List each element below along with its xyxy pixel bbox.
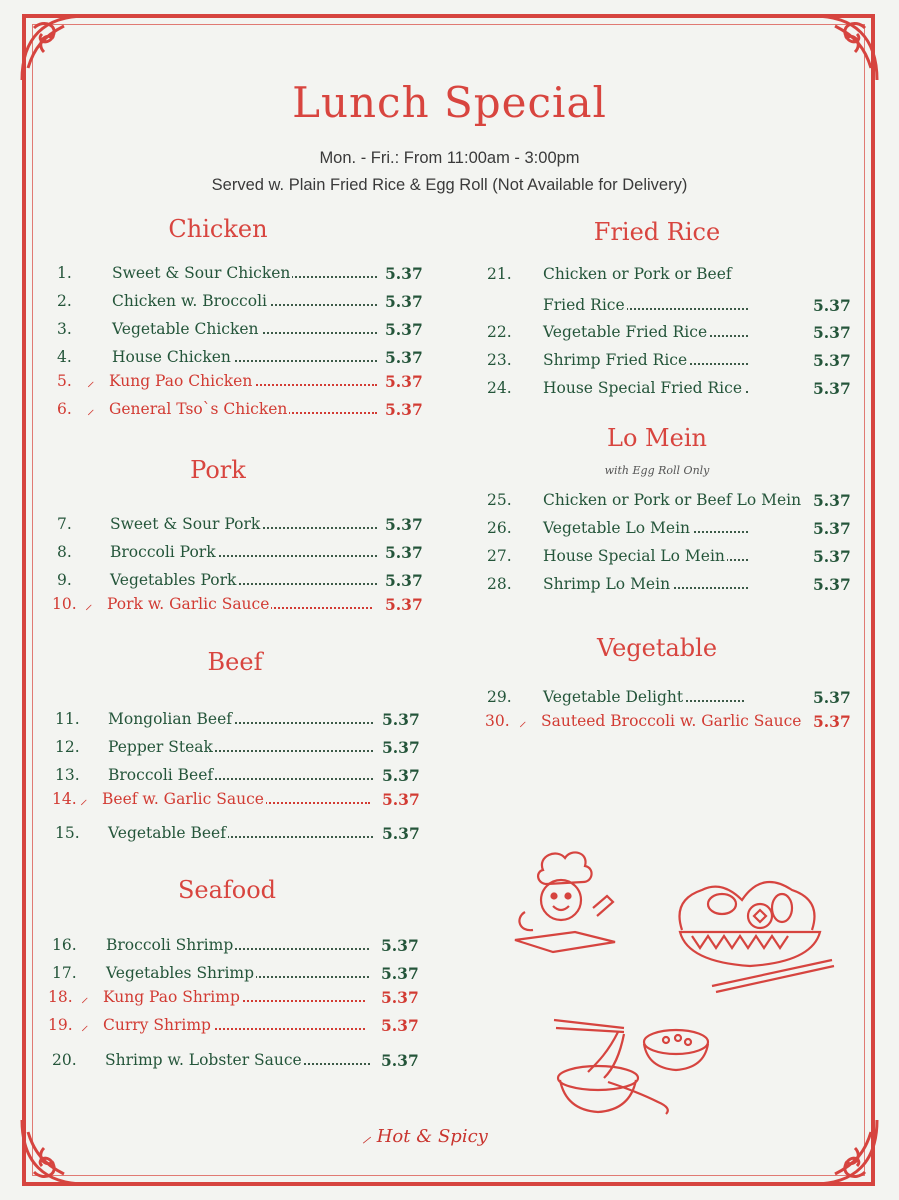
chili-pepper-icon: ⸝: [80, 790, 88, 808]
item-name-text: House Special Lo Mein: [543, 547, 725, 565]
item-name-text: Vegetables Pork: [110, 571, 237, 589]
item-name: [103, 988, 365, 1006]
item-name: [108, 766, 373, 784]
item-price: 5.37: [813, 575, 851, 594]
item-name-text: Vegetable Beef: [108, 824, 226, 842]
item-price: 5.37: [385, 515, 423, 534]
menu-item: [52, 595, 425, 617]
item-name: [112, 264, 377, 282]
item-number: 17.: [52, 964, 77, 982]
item-name: [543, 491, 802, 509]
item-name: [543, 688, 744, 706]
item-name-text: Kung Pao Chicken: [109, 372, 253, 390]
item-number: 22.: [487, 323, 512, 341]
menu-item: [55, 824, 422, 846]
item-name: [543, 519, 748, 537]
menu-item: [487, 519, 853, 541]
item-price: 5.37: [381, 988, 419, 1007]
item-name-text: Beef w. Garlic Sauce: [102, 790, 264, 808]
item-number: 27.: [487, 547, 512, 565]
menu-item: [485, 712, 853, 734]
item-number: 6.: [57, 400, 72, 418]
section-title-fried-rice: Fried Rice: [593, 218, 721, 246]
menu-item: [487, 491, 853, 513]
section-title-beef: Beef: [207, 648, 263, 676]
item-number: 14.: [52, 790, 77, 808]
item-name: [106, 964, 369, 982]
menu-item: [57, 400, 425, 422]
item-number: 8.: [57, 543, 72, 561]
chef-illustration: [505, 848, 625, 958]
item-number: 19.: [48, 1016, 73, 1034]
hours-text: Mon. - Fri.: From 11:00am - 3:00pm: [319, 149, 580, 167]
item-number: 15.: [55, 824, 80, 842]
item-price: 5.37: [381, 936, 419, 955]
menu-item: [487, 351, 853, 373]
corner-ornament-bottom-right: [805, 1112, 885, 1192]
item-name: [110, 543, 377, 561]
item-name-text: Shrimp w. Lobster Sauce: [105, 1051, 302, 1069]
item-name: [543, 575, 748, 593]
item-price: 5.37: [385, 264, 423, 283]
item-number: 9.: [57, 571, 72, 589]
item-number: 25.: [487, 491, 512, 509]
item-name-text: Chicken or Pork or Beef: [543, 265, 732, 283]
item-number: 28.: [487, 575, 512, 593]
item-name-text: Broccoli Shrimp: [106, 936, 234, 954]
menu-item: [57, 292, 425, 314]
item-number: 11.: [55, 710, 80, 728]
item-price: 5.37: [382, 824, 420, 843]
item-name: [543, 351, 748, 369]
item-price: 5.37: [813, 296, 851, 315]
menu-item: [55, 738, 422, 760]
item-name: [110, 515, 377, 533]
item-number: 26.: [487, 519, 512, 537]
item-price: 5.37: [813, 491, 851, 510]
item-price: 5.37: [381, 964, 419, 983]
item-name-text: Shrimp Fried Rice: [543, 351, 688, 369]
item-price: 5.37: [385, 320, 423, 339]
item-name: [543, 296, 748, 314]
item-name-text: Curry Shrimp: [103, 1016, 211, 1034]
menu-item: [487, 323, 853, 345]
item-name-text: Sweet & Sour Pork: [110, 515, 261, 533]
lo-mein-note: with Egg Roll Only: [604, 464, 710, 477]
item-price: 5.37: [813, 351, 851, 370]
item-name: [112, 348, 377, 366]
menu-item: [57, 348, 425, 370]
menu-item: [487, 379, 853, 401]
item-name: [106, 936, 369, 954]
item-name: [105, 1051, 370, 1069]
menu-item: [57, 571, 425, 593]
menu-item: [52, 964, 421, 986]
item-name: [108, 710, 373, 728]
item-name: [543, 323, 748, 341]
item-name-text: House Special Fried Rice: [543, 379, 742, 397]
item-name-text: General Tso`s Chicken: [109, 400, 288, 418]
item-name: [103, 1016, 365, 1034]
item-name: [112, 292, 377, 310]
item-price: 5.37: [813, 519, 851, 538]
item-name-text: Shrimp Lo Mein: [543, 575, 671, 593]
item-name: [107, 595, 372, 613]
item-number: 7.: [57, 515, 72, 533]
item-name-text: Kung Pao Shrimp: [103, 988, 240, 1006]
item-price: 5.37: [813, 379, 851, 398]
corner-ornament-top-right: [805, 8, 885, 88]
chili-pepper-icon: ⸝: [87, 400, 95, 418]
item-price: 5.37: [385, 372, 423, 391]
menu-item: [52, 936, 421, 958]
menu-item: [57, 320, 425, 342]
item-price: 5.37: [385, 348, 423, 367]
item-price: 5.37: [385, 595, 423, 614]
item-number: 23.: [487, 351, 512, 369]
item-name-text: House Chicken: [112, 348, 231, 366]
item-price: 5.37: [385, 571, 423, 590]
item-name-text: Vegetables Shrimp: [106, 964, 255, 982]
item-name-text: Pepper Steak: [108, 738, 213, 756]
item-price: 5.37: [813, 712, 851, 731]
item-price: 5.37: [385, 543, 423, 562]
item-name-text: Fried Rice: [543, 296, 625, 314]
item-name: [108, 738, 373, 756]
chili-pepper-icon: ⸝: [81, 1016, 89, 1034]
section-title-vegetable: Vegetable: [596, 634, 718, 662]
chili-pepper-icon: ⸝: [519, 712, 527, 730]
item-name: [543, 265, 858, 283]
item-number: 16.: [52, 936, 77, 954]
hot-spicy-legend: [362, 1124, 488, 1148]
chili-pepper-icon: ⸝: [87, 372, 95, 390]
item-number: 10.: [52, 595, 77, 613]
noodle-bowl-illustration: [548, 1012, 718, 1122]
corner-ornament-bottom-left: [14, 1112, 94, 1192]
item-name: [543, 547, 748, 565]
item-price: 5.37: [381, 1051, 419, 1070]
menu-item: [52, 790, 422, 812]
chili-pepper-icon: ⸝: [85, 595, 93, 613]
item-number: 13.: [55, 766, 80, 784]
item-name-text: Broccoli Beef: [108, 766, 214, 784]
item-name-text: Vegetable Lo Mein: [543, 519, 691, 537]
menu-item: [48, 988, 421, 1010]
item-price: 5.37: [382, 766, 420, 785]
menu-item: [487, 575, 853, 597]
menu-title: Lunch Special: [292, 78, 607, 127]
item-number: 1.: [57, 264, 72, 282]
item-name-text: Chicken or Pork or Beef Lo Mein: [543, 491, 802, 509]
item-name-text: Vegetable Chicken: [112, 320, 259, 338]
chili-pepper-icon: ⸝: [362, 1126, 371, 1147]
menu-item: [487, 265, 853, 287]
item-name-text: Vegetable Fried Rice: [543, 323, 708, 341]
item-number: 29.: [487, 688, 512, 706]
menu-item: [55, 766, 422, 788]
item-price: 5.37: [381, 1016, 419, 1035]
item-number: 4.: [57, 348, 72, 366]
item-name-text: Pork w. Garlic Sauce: [107, 595, 270, 613]
section-title-pork: Pork: [190, 456, 246, 484]
item-name: [109, 400, 377, 418]
item-name-text: Mongolian Beef: [108, 710, 232, 728]
item-price: 5.37: [385, 400, 423, 419]
item-name-text: Sauteed Broccoli w. Garlic Sauce: [541, 712, 802, 730]
item-number: 12.: [55, 738, 80, 756]
item-name: [541, 712, 802, 730]
menu-item: [57, 264, 425, 286]
item-number: 18.: [48, 988, 73, 1006]
vegetable-bowl-illustration: [662, 870, 842, 995]
corner-ornament-top-left: [14, 8, 94, 88]
item-name: [110, 571, 377, 589]
menu-item: [52, 1051, 421, 1073]
legend-label: Hot & Spicy: [376, 1126, 488, 1147]
item-name: [109, 372, 377, 390]
item-price: 5.37: [813, 547, 851, 566]
item-number: 24.: [487, 379, 512, 397]
menu-item: [487, 547, 853, 569]
item-name-text: Vegetable Delight: [543, 688, 684, 706]
item-name: [543, 379, 748, 397]
item-price: 5.37: [382, 738, 420, 757]
item-number: 21.: [487, 265, 512, 283]
item-price: 5.37: [813, 688, 851, 707]
item-price: 5.37: [813, 323, 851, 342]
menu-item: [487, 688, 853, 710]
item-number: 30.: [485, 712, 510, 730]
menu-item: [57, 372, 425, 394]
menu-item: [487, 296, 853, 318]
menu-item: [55, 710, 422, 732]
item-name-text: Broccoli Pork: [110, 543, 216, 561]
item-name: [108, 824, 373, 842]
item-price: 5.37: [382, 710, 420, 729]
section-title-lo-mein: Lo Mein: [607, 424, 707, 452]
served-with-text: Served w. Plain Fried Rice & Egg Roll (Not Available for Delivery): [211, 176, 688, 194]
menu-item: [57, 543, 425, 565]
menu-item: [48, 1016, 421, 1038]
section-title-chicken: Chicken: [168, 215, 268, 243]
section-title-seafood: Seafood: [177, 876, 277, 904]
item-number: 3.: [57, 320, 72, 338]
item-name-text: Chicken w. Broccoli: [112, 292, 267, 310]
item-number: 5.: [57, 372, 72, 390]
item-number: 2.: [57, 292, 72, 310]
item-name-text: Sweet & Sour Chicken: [112, 264, 291, 282]
chili-pepper-icon: ⸝: [81, 988, 89, 1006]
item-price: 5.37: [382, 790, 420, 809]
item-name: [112, 320, 377, 338]
menu-item: [57, 515, 425, 537]
item-name: [102, 790, 370, 808]
item-number: 20.: [52, 1051, 77, 1069]
item-price: 5.37: [385, 292, 423, 311]
